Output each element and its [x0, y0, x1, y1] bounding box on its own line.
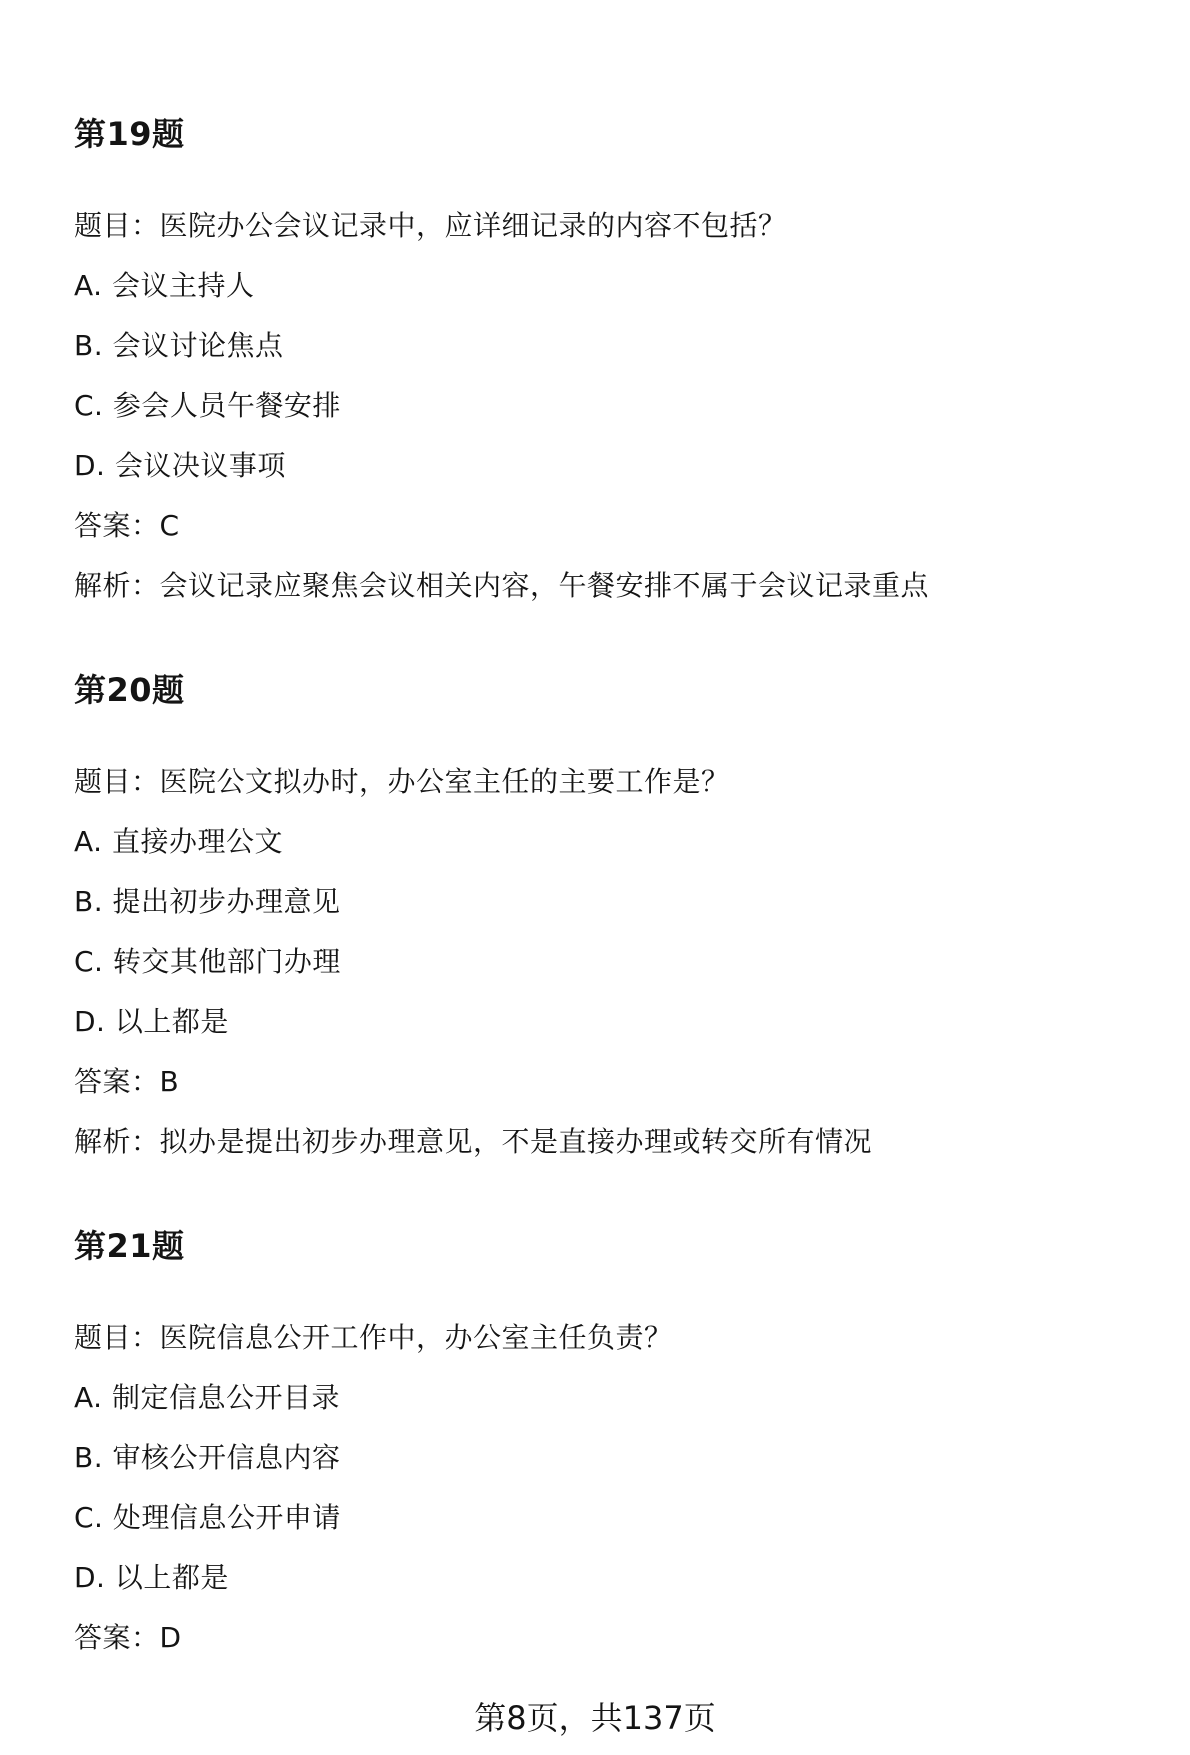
question-body: [74, 206, 1134, 606]
option-b: B. 审核公开信息内容: [74, 1441, 341, 1474]
option-c: C. 转交其他部门办理: [74, 945, 341, 978]
option-d: D. 以上都是: [74, 1561, 229, 1594]
question-title: 第20题: [74, 671, 185, 709]
question-stem: 题目：医院公文拟办时，办公室主任的主要工作是？: [74, 765, 730, 798]
analysis: 解析：拟办是提出初步办理意见，不是直接办理或转交所有情况: [74, 1125, 873, 1158]
option-d: D. 以上都是: [74, 1005, 229, 1038]
option-c: C. 参会人员午餐安排: [74, 389, 341, 422]
answer: 答案：B: [74, 1065, 180, 1098]
question-20: [74, 670, 1134, 1162]
analysis: 解析：会议记录应聚焦会议相关内容，午餐安排不属于会议记录重点: [74, 569, 930, 602]
answer: 答案：D: [74, 1621, 182, 1654]
option-a: A. 制定信息公开目录: [74, 1381, 340, 1414]
question-21: [74, 1226, 1134, 1658]
question-title: 第21题: [74, 1227, 185, 1265]
question-stem: 题目：医院办公会议记录中，应详细记录的内容不包括？: [74, 209, 787, 242]
option-d: D. 会议决议事项: [74, 449, 286, 482]
question-19: [74, 114, 1134, 606]
question-title: 第19题: [74, 115, 185, 153]
option-a: A. 直接办理公文: [74, 825, 283, 858]
option-c: C. 处理信息公开申请: [74, 1501, 341, 1534]
answer: 答案：C: [74, 509, 180, 542]
option-b: B. 会议讨论焦点: [74, 329, 284, 362]
question-body: [74, 1318, 1134, 1658]
option-a: A. 会议主持人: [74, 269, 255, 302]
question-stem: 题目：医院信息公开工作中，办公室主任负责？: [74, 1321, 673, 1354]
option-b: B. 提出初步办理意见: [74, 885, 341, 918]
question-body: [74, 762, 1134, 1162]
page-number: 第8页，共137页: [474, 1699, 716, 1737]
